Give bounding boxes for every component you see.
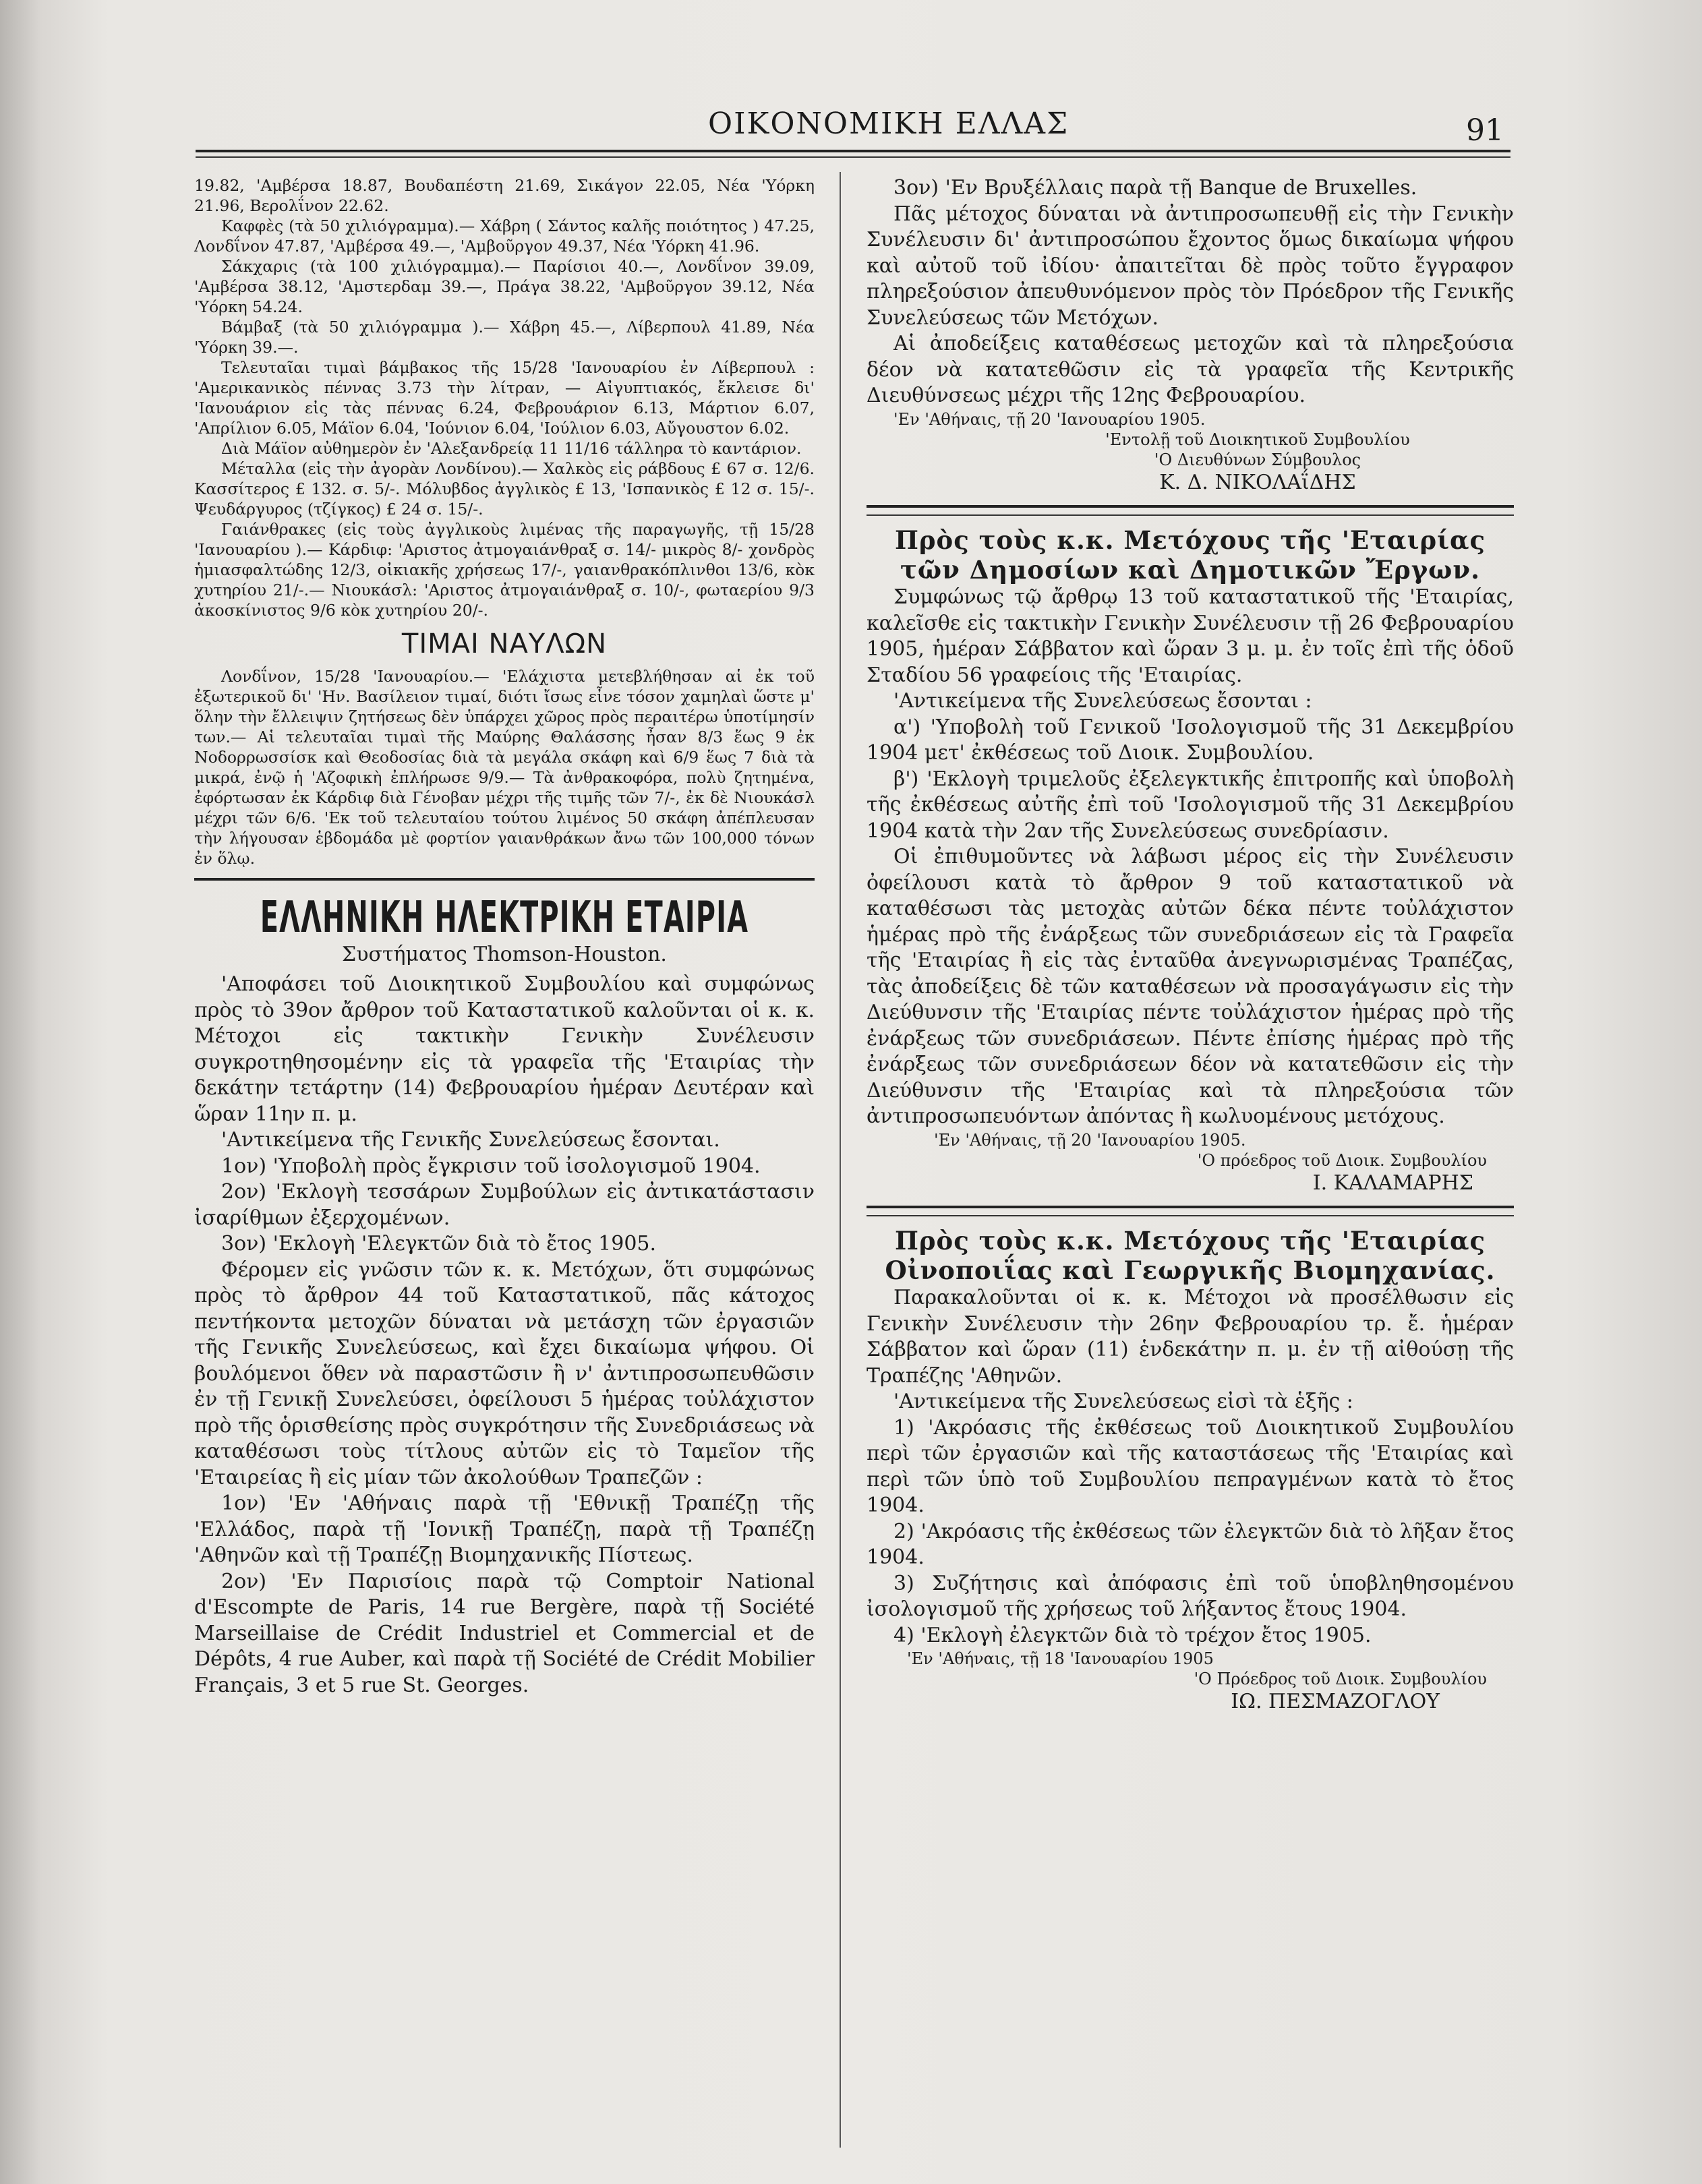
- notice-paragraph: Φέρομεν εἰς γνῶσιν τῶν κ. κ. Μετόχων, ὅτι συμφώνως πρὸς τὸ ἄρθρον 44 τοῦ Καταστατικοῦ, πᾶς κάτοχος πεντήκοντα μετοχῶν δύναται νὰ μετάσχη τῶν ἐργασιῶν τῆς Γενικῆς Συνελεύσεως, καὶ ἔχει δικαίωμα ψήφου. Οἱ βουλόμενοι ὅθεν νὰ παραστῶσιν ἢ ν' ἀντιπροσωπευθῶσιν ἐν τῇ Γενικῇ Συνελεύσει, ὀφείλουσι 5 ἡμέρας τοὐλάχιστον πρὸ τῆς ὁρισθείσης πρὸς συγκρότησιν τῆς Συνεδριάσεως νὰ καταθέσωσι τοὺς τίτλους αὐτῶν εἰς τὸ Ταμεῖον τῆς 'Εταιρείας ἢ εἰς μίαν τῶν ἀκολούθων Τραπεζῶν :: [194, 1258, 815, 1489]
- notice-paragraph: 'Αντικείμενα τῆς Γενικῆς Συνελεύσεως ἔσονται.: [221, 1128, 720, 1152]
- page-header: [196, 101, 1510, 148]
- notice-paragraph: Πᾶς μέτοχος δύναται νὰ ἀντιπροσωπευθῇ εἰς τὴν Γενικὴν Συνέλευσιν δι' ἀντιπροσώπου ἔχοντος ὅμως δικαίωμα ψήφου καὶ αὐτοῦ τοῦ ἰδίου· ἀπαιτεῖται δὲ πρὸς τοῦτο ἔγγραφον πληρεξούσιον ἀπευθυνόμενον πρὸς τὸν Πρόεδρον τῆς Γενικῆς Συνελεύσεως τῶν Μετόχων.: [867, 202, 1514, 330]
- agenda-item: α') 'Υποβολὴ τοῦ Γενικοῦ 'Ισολογισμοῦ τῆς 31 Δεκεμβρίου 1904 μετ' ἐκθέσεως τοῦ Διοικ. Συμβουλίου.: [867, 715, 1514, 765]
- market-paragraph: Βάμβαξ (τὰ 50 χιλιόγραμμα ).— Χάβρη 45.—, Λίβερπουλ 41.89, Νέα 'Υόρκη 39.—.: [194, 318, 815, 357]
- running-title: ΟΙΚΟΝΟΜΙΚΗ ΕΛΛΑΣ: [708, 107, 1069, 141]
- market-paragraph: Γαιάνθρακες (εἰς τοὺς ἀγγλικοὺς λιμένας τῆς παραγωγῆς, τῇ 15/28 'Ιανουαρίου ).— Κάρδιφ: 'Αριστος ἀτμογαιάνθραξ σ. 14/- μικρὸς 8/- χονδρὸς ἡμιασφαλτώδης 12/3, οἰκιακῆς χρήσεως 17/-, γαιανθρακόπλινθοι 13/6, κὸκ χυτηρίου 21/-.— Νιουκάσλ: 'Αριστος ἀτμογαιάνθραξ σ. 10/-, φωταερίου 9/3 ἀκοσκίνιστος 9/6 κὸκ χυτηρίου 20/-.: [194, 520, 815, 620]
- signatory-name: Ι. ΚΑΛΑΜΑΡΗΣ: [1312, 1171, 1473, 1195]
- header-rule-thin: [196, 156, 1510, 158]
- market-paragraph: Μέταλλα (εἰς τὴν ἀγορὰν Λονδίνου).— Χαλκὸς εἰς ράβδους £ 67 σ. 12/6. Κασσίτερος £ 132. σ. 5/-. Μόλυβδος ἀγγλικὸς £ 13, 'Ισπανικὸς £ 12 σ. 15/-. Ψευδάργυρος (τζίγκος) £ 24 σ. 15/-.: [194, 459, 815, 519]
- company-subtitle: Συστήματος Thomson-Houston.: [342, 943, 667, 966]
- notice-title: Πρὸς τοὺς κ.κ. Μετόχους τῆς 'Εταιρίας: [894, 1226, 1486, 1256]
- section-rule: [194, 878, 815, 881]
- agenda-item: 2ον) 'Εκλογὴ τεσσάρων Συμβούλων εἰς ἀντικατάστασιν ἰσαρίθμων ἐξερχομένων.: [194, 1180, 815, 1230]
- notice-title: Πρὸς τοὺς κ.κ. Μετόχους τῆς 'Εταιρίας: [894, 525, 1486, 555]
- market-paragraph: Τελευταῖαι τιμαὶ βάμβακος τῆς 15/28 'Ιανουαρίου ἐν Λίβερπουλ : 'Αμερικανικὸς πέννας 3.73 τὴν λίτραν, — Αἰγυπτιακός, ἔκλεισε δι' 'Ιανουάριον εἰς τὰς πέννας 6.24, Φεβρουάριον 6.13, Μάρτιον 6.07, 'Απρίλιον 6.05, Μάϊον 6.04, 'Ιούνιον 6.04, 'Ιούλιον 6.03, Αὔγουστον 6.02.: [194, 358, 815, 438]
- signatory-name: Κ. Δ. ΝΙΚΟΛΑΐΔΗΣ: [1159, 470, 1356, 494]
- signature-line: 'Εντολῇ τοῦ Διοικητικοῦ Συμβουλίου: [1105, 430, 1410, 449]
- freight-rates-text: Λονδΐνον, 15/28 'Ιανουαρίου.— 'Ελάχιστα μετεβλήθησαν αἱ ἐκ τοῦ ἐξωτερικοῦ δι' 'Ην. Βασίλειον τιμαί, διότι ἴσως εἶνε τόσον χαμηλαὶ ὥστε μ' ὅλην τὴν ἔλλειψιν ζητήσεως δὲν ὑπάρχει χῶρος πρὸς περαιτέρω ὑποτίμησίν των.— Αἱ τελευταῖαι τιμαὶ τῆς Μαύρης Θαλάσσης ἦσαν 8/3 ἕως 9 ἐκ Νοδορρωσσίσκ καὶ Θεοδοσίας διὰ τὰ μεγάλα σκάφη καὶ 6/9 ἕως 7 διὰ τὰ μικρά, ἐνῷ ἡ 'Αζοφικὴ ἐπλήρωσε 9/9.— Τὰ ἀνθρακοφόρα, πολὺ ζητημένα, ἐφόρτωσαν ἐκ Κάρδιφ διὰ Γένοβαν μέχρι τῆς τιμῆς τῶν 7/-, ἐκ δὲ Νιουκάσλ μέχρι τῶν 6/6. 'Εκ τοῦ τελευταίου τούτου λιμένος 50 σκάφη ἀπέπλευσαν τὴν λήγουσαν ἑβδομάδα μὲ φορτίον γαιανθράκων ἄνω τῶν 100,000 τόνων ἐν ὅλῳ.: [194, 667, 815, 868]
- section-rule-thin: [867, 1215, 1514, 1216]
- notice-date: 'Εν 'Αθήναις, τῇ 18 'Ιανουαρίου 1905: [907, 1649, 1214, 1668]
- agenda-item: 2) 'Ακρόασις τῆς ἐκθέσεως τῶν ἐλεγκτῶν διὰ τὸ λῆξαν ἔτος 1904.: [867, 1519, 1514, 1569]
- market-paragraph: Καφφὲς (τὰ 50 χιλιόγραμμα).— Χάβρη ( Σάντος καλῆς ποιότητος ) 47.25, Λονδΐνον 47.87, 'Αμβέρσα 49.—, 'Αμβοῦργον 49.37, Νέα 'Υόρκη 41.96.: [194, 216, 815, 256]
- notice-paragraph: 'Αντικείμενα τῆς Συνελεύσεως ἔσονται :: [893, 689, 1312, 713]
- agenda-item: 3) Συζήτησις καὶ ἀπόφασις ἐπὶ τοῦ ὑποβληθησομένου ἰσολογισμοῦ τῆς χρήσεως τοῦ λήξαντος ἔτους 1904.: [867, 1571, 1514, 1621]
- market-paragraph: Σάκχαρις (τὰ 100 χιλιόγραμμα).— Παρίσιοι 40.—, Λονδΐνον 39.09, 'Αμβέρσα 38.12, 'Αμστερδαμ 39.—, Πράγα 38.22, 'Αμβοῦργον 39.12, Νέα 'Υόρκη 54.24.: [194, 257, 815, 316]
- notice-title: τῶν Δημοσίων καὶ Δημοτικῶν Ἔργων.: [900, 555, 1480, 585]
- notice-paragraph: Οἱ ἐπιθυμοῦντες νὰ λάβωσι μέρος εἰς τὴν Συνέλευσιν ὀφείλουσι κατὰ τὸ ἄρθρον 9 τοῦ καταστατικοῦ νὰ καταθέσωσι τὰς μετοχὰς αὐτῶν δέκα πέντε τοὐλάχιστον ἡμέρας πρὸ τῆς ἐνάρξεως τῶν συνεδριάσεων εἰς τὰ Γραφεῖα τῆς 'Εταιρίας ἢ εἰς τὰς ἐνταῦθα ἀνεγνωρισμένας Τραπέζας, τὰς ἀποδείξεις δὲ τῶν καταθέσεων νὰ προσαγάγωσιν εἰς τὴν Διεύθυνσιν τῆς 'Εταιρίας πέντε τοὐλάχιστον ἡμέρας πρὸ τῆς ἐνάρξεως τῶν συνεδριάσεων. Πέντε ἐπίσης ἡμέρας πρὸ τῆς ἐνάρξεως τῶν συνεδριάσεων δέον νὰ κατατεθῶσιν εἰς τὴν Διεύθυνσιν τῆς 'Εταιρίας καὶ τὰ πληρεξούσια τῶν ἀντιπροσωπευόντων ἀπόντας ἢ κωλυομένους μετόχους.: [867, 845, 1514, 1128]
- notice-paragraph: 'Αντικείμενα τῆς Συνελεύσεως εἰσὶ τὰ ἑξῆς :: [893, 1390, 1353, 1413]
- freight-rates-title: ΤΙΜΑΙ ΝΑΥΛΩΝ: [401, 628, 608, 659]
- bank-item: 1ον) 'Εν 'Αθήναις παρὰ τῇ 'Εθνικῇ Τραπέζῃ τῆς 'Ελλάδος, παρὰ τῇ 'Ιονικῇ Τραπέζῃ, παρὰ τῇ Τραπέζῃ 'Αθηνῶν καὶ τῇ Τραπέζῃ Βιομηχανικῆς Πίστεως.: [194, 1492, 815, 1567]
- agenda-item: 4) 'Εκλογὴ ἐλεγκτῶν διὰ τὸ τρέχον ἔτος 1905.: [893, 1623, 1372, 1647]
- left-column: [194, 175, 815, 1699]
- signature-line: 'Ο πρόεδρος τοῦ Διοικ. Συμβουλίου: [1197, 1150, 1487, 1170]
- bank-item: 2ον) 'Εν Παρισίοις παρὰ τῷ Comptoir National d'Escompte de Paris, 14 rue Bergère, παρὰ τῇ Société Marseillaise de Crédit Industriel et Commercial et de Dépôts, 4 rue Auber, καὶ παρὰ τῇ Société de Crédit Mobilier Français, 3 et 5 rue St. Georges.: [194, 1569, 815, 1697]
- notice-title: Οἰνοποιΐας καὶ Γεωργικῆς Βιομηχανίας.: [885, 1256, 1496, 1285]
- signature-line: 'Ο Διευθύνων Σύμβουλος: [1154, 450, 1361, 469]
- signature-line: 'Ο Πρόεδρος τοῦ Διοικ. Συμβουλίου: [1194, 1670, 1487, 1688]
- signatory-name: ΙΩ. ΠΕΣΜΑΖΟΓΛΟΥ: [1231, 1690, 1440, 1713]
- company-title: ΕΛΛΗΝΙΚΗ ΗΛΕΚΤΡΙΚΗ ΕΤΑΙΡΙΑ: [260, 893, 749, 943]
- agenda-item: 1ον) 'Υποβολὴ πρὸς ἔγκρισιν τοῦ ἰσολογισμοῦ 1904.: [221, 1154, 761, 1178]
- bank-item: 3ον) 'Εν Βρυξέλλαις παρὰ τῇ Banque de Bruxelles.: [893, 176, 1417, 200]
- section-rule: [867, 505, 1514, 508]
- notice-date: 'Εν 'Αθήναις, τῇ 20 'Ιανουαρίου 1905.: [934, 1130, 1246, 1150]
- header-rule: [196, 150, 1510, 152]
- section-rule-thin: [867, 514, 1514, 516]
- section-rule: [867, 1206, 1514, 1208]
- column-divider: [840, 172, 841, 2148]
- notice-paragraph: 'Αποφάσει τοῦ Διοικητικοῦ Συμβουλίου καὶ συμφώνως πρὸς τὸ 39ον ἄρθρον τοῦ Καταστατικοῦ καλοῦνται οἱ κ. κ. Μέτοχοι εἰς τακτικὴν Γενικὴν Συνέλευσιν συγκροτηθησομένην εἰς τὰ γραφεῖα τῆς 'Εταιρίας τὴν δεκάτην τετάρτην (14) Φεβρουαρίου ἡμέραν Δευτέραν καὶ ὥραν 11ην π. μ.: [194, 972, 815, 1126]
- agenda-item: β') 'Εκλογὴ τριμελοῦς ἐξελεγκτικῆς ἐπιτροπῆς καὶ ὑποβολὴ τῆς ἐκθέσεως αὐτῆς ἐπὶ τοῦ 'Ισολογισμοῦ τῆς 31 Δεκεμβρίου 1904 κατὰ τὴν 2αν τῆς Συνελεύσεως συνεδρίασιν.: [867, 767, 1514, 843]
- page-number: 91: [1466, 113, 1504, 148]
- notice-paragraph: Παρακαλοῦνται οἱ κ. κ. Μέτοχοι νὰ προσέλθωσιν εἰς Γενικὴν Συνέλευσιν τὴν 26ην Φεβρουαρίου τρ. ἔ. ἡμέραν Σάββατον καὶ ὥραν (11) ἑνδεκάτην π. μ. ἐν τῇ αἰθούσῃ τῆς Τραπέζης 'Αθηνῶν.: [867, 1286, 1514, 1388]
- market-paragraph: 19.82, 'Αμβέρσα 18.87, Βουδαπέστη 21.69, Σικάγον 22.05, Νέα 'Υόρκη 21.96, Βερολΐνον 22.62.: [194, 176, 815, 215]
- notice-paragraph: Αἱ ἀποδείξεις καταθέσεως μετοχῶν καὶ τὰ πληρεξούσια δέον νὰ κατατεθῶσιν εἰς τὰ γραφεῖα τῆς Κεντρικῆς Διευθύνσεως μέχρι τῆς 12ης Φεβρουαρίου.: [867, 332, 1514, 407]
- agenda-item: 3ον) 'Εκλογὴ 'Ελεγκτῶν διὰ τὸ ἔτος 1905.: [221, 1232, 657, 1256]
- notice-paragraph: Συμφώνως τῷ ἄρθρῳ 13 τοῦ καταστατικοῦ τῆς 'Εταιρίας, καλεῖσθε εἰς τακτικὴν Γενικὴν Συνέλευσιν τῇ 26 Φεβρουαρίου 1905, ἡμέραν Σάββατον καὶ ὥραν 3 μ. μ. ἐν τοῖς ἐπὶ τῆς ὁδοῦ Σταδίου 56 γραφείοις τῆς 'Εταιρίας.: [867, 585, 1514, 687]
- agenda-item: 1) 'Ακρόασις τῆς ἐκθέσεως τοῦ Διοικητικοῦ Συμβουλίου περὶ τῶν ἐργασιῶν καὶ τῆς καταστάσεως τῆς 'Εταιρίας καὶ περὶ τῶν ὑπὸ τοῦ Συμβουλίου πεπραγμένων κατὰ τὸ ἔτος 1904.: [867, 1415, 1514, 1517]
- notice-date: 'Εν 'Αθήναις, τῇ 20 'Ιανουαρίου 1905.: [893, 409, 1206, 429]
- right-column: [867, 175, 1514, 1715]
- market-paragraph: Διὰ Μάϊον αὐθημερὸν ἐν 'Αλεξανδρείᾳ 11 11/16 τάλληρα τὸ καντάριον.: [221, 439, 802, 458]
